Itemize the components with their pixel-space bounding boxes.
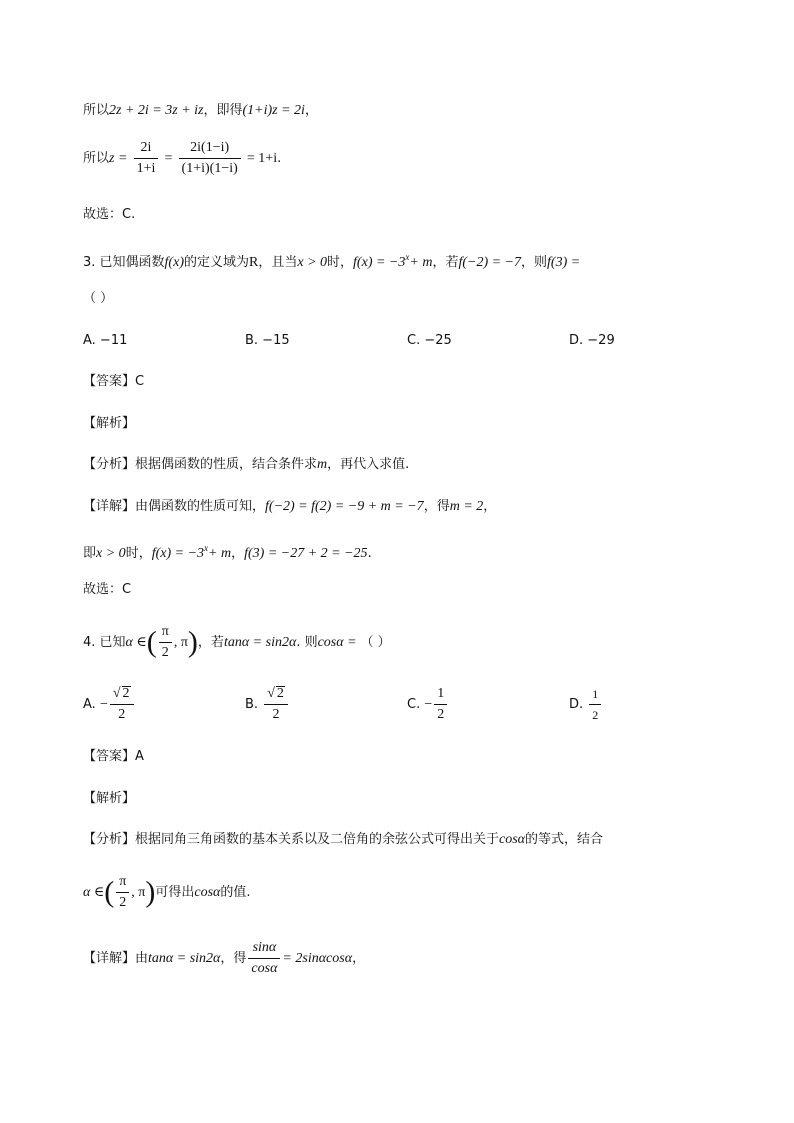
text: 所以 — [83, 103, 110, 118]
math-expression: f(x) = −3 — [151, 546, 205, 561]
text: 【分析】根据同角三角函数的基本关系以及二倍角的余弦公式可得出关于 — [83, 832, 500, 847]
math-expression: m = 2 — [449, 499, 484, 514]
option-c: C. −25 — [407, 333, 452, 348]
math-expression: f(x) — [164, 255, 184, 270]
option-c — [407, 686, 449, 723]
solution-line-2 — [83, 140, 281, 177]
text: ，即得 — [203, 103, 243, 118]
math-expression: tanα = sin2α — [223, 635, 297, 650]
text: 的等式，结合 — [525, 832, 604, 847]
fraction-numerator — [264, 686, 288, 705]
option-d — [569, 686, 603, 723]
minus-sign: − — [424, 697, 433, 712]
text: 时， — [327, 255, 354, 270]
analysis-label: 【解析】 — [83, 791, 136, 806]
fraction-denominator: 2 — [118, 707, 126, 722]
text: . — [277, 151, 282, 166]
math-expression: f(−2) = −7 — [458, 255, 522, 270]
math-expression: = 1+i — [246, 151, 278, 166]
math-expression: , π — [131, 885, 146, 900]
text: 即 — [83, 546, 97, 561]
text: 的值. — [220, 885, 251, 900]
superscript: x — [204, 543, 209, 553]
fraction — [179, 140, 241, 177]
text: ， — [483, 499, 497, 514]
fraction — [434, 686, 447, 723]
fraction — [248, 940, 280, 977]
text: ，若 — [197, 635, 224, 650]
fraction — [264, 686, 288, 723]
math-expression: 2z + 2i = 3z + iz — [109, 103, 204, 118]
fraction — [116, 874, 129, 911]
answer-label: 【答案】C — [83, 374, 145, 389]
fraction-numerator: 2i(1−i) — [179, 140, 241, 159]
equals-sign: = — [164, 151, 173, 166]
fraction-denominator: (1+i)(1−i) — [181, 161, 238, 176]
answer-label: 【答案】A — [83, 749, 144, 764]
option-label: D. — [569, 697, 584, 712]
text: . 则 — [296, 635, 318, 650]
fraction-numerator: sinα — [248, 940, 280, 959]
fraction-numerator — [110, 686, 134, 705]
fraction-numerator: π — [159, 624, 172, 643]
text: 【详解】由 — [83, 951, 149, 966]
math-expression: z = — [109, 151, 128, 166]
right-paren: ) — [187, 625, 198, 659]
math-expression: x > 0 — [297, 255, 328, 270]
math-expression: , π — [173, 635, 188, 650]
solution-line-1 — [83, 102, 318, 120]
text: ，若 — [432, 255, 459, 270]
left-paren: ( — [104, 875, 115, 909]
right-paren: ) — [145, 875, 156, 909]
text: ，则 — [521, 255, 548, 270]
fraction-numerator: 2i — [134, 140, 159, 159]
option-a — [83, 686, 136, 723]
minus-sign: − — [99, 697, 108, 712]
superscript: x — [405, 252, 410, 262]
analysis-xiangjie — [83, 498, 496, 516]
sqrt-icon: √ — [112, 686, 121, 701]
text: ， — [231, 546, 245, 561]
text: 3. 已知偶函数 — [83, 255, 165, 270]
question-4-stem — [83, 624, 391, 661]
text: 【详解】由偶函数的性质可知， — [83, 499, 266, 514]
left-paren: ( — [146, 625, 157, 659]
math-expression: α ∈ — [83, 885, 105, 900]
fraction-denominator: 2 — [272, 707, 280, 722]
fraction-denominator: cosα — [251, 961, 278, 976]
math-expression: + m — [208, 546, 232, 561]
fraction — [110, 686, 134, 723]
math-expression: cosα — [499, 832, 526, 847]
option-b: B. −15 — [245, 333, 290, 348]
math-expression: α ∈ — [125, 635, 147, 650]
math-expression: f(−2) = f(2) = −9 + m = −7 — [265, 499, 424, 514]
text: 4. 已知 — [83, 635, 126, 650]
option-a: A. −11 — [83, 333, 128, 348]
text: ，得 — [423, 499, 450, 514]
analysis-fenxi-2 — [83, 874, 251, 911]
fraction-denominator: 2 — [119, 895, 127, 910]
math-expression: cosα — [194, 885, 221, 900]
fraction-denominator: 2 — [592, 708, 599, 722]
analysis-xiangjie — [83, 940, 365, 977]
text: 的定义域为 — [183, 255, 249, 270]
math-expression: f(x) = −3 — [353, 255, 406, 270]
fraction — [589, 686, 601, 723]
analysis-fenxi — [83, 456, 409, 474]
math-expression: + m — [409, 255, 433, 270]
math-expression: m — [317, 457, 328, 472]
fraction — [159, 624, 172, 661]
radicand: 2 — [276, 686, 284, 701]
math-expression: f(3) = — [547, 255, 581, 270]
choose-line: 故选：C. — [83, 207, 136, 222]
text: 可得出 — [155, 885, 195, 900]
text: . — [367, 546, 372, 561]
text: 【分析】根据偶函数的性质，结合条件求 — [83, 457, 318, 472]
text: ， — [352, 951, 366, 966]
option-label: A. — [83, 697, 96, 712]
sqrt-icon: √ — [267, 686, 275, 701]
fraction-numerator: 1 — [589, 686, 601, 705]
fraction-denominator: 1+i — [136, 161, 156, 176]
math-expression: tanα = sin2α — [148, 951, 221, 966]
choose-line: 故选：C — [83, 582, 132, 597]
radicand: 2 — [122, 686, 130, 701]
fraction-denominator: 2 — [437, 707, 445, 722]
math-expression: R — [249, 255, 259, 270]
text: ，得 — [220, 951, 247, 966]
question-3-paren: （ ） — [83, 291, 114, 306]
fraction — [134, 140, 159, 177]
math-expression: cosα = — [317, 635, 357, 650]
fraction-numerator: 1 — [434, 686, 447, 705]
text: ， — [304, 103, 318, 118]
option-label: B. — [245, 697, 259, 712]
analysis-fenxi — [83, 831, 603, 849]
text: ，再代入求值. — [327, 457, 410, 472]
text: （ ） — [360, 635, 391, 650]
option-d: D. −29 — [569, 333, 615, 348]
text: 时， — [125, 546, 152, 561]
option-label: C. — [407, 697, 421, 712]
text: ，且当 — [258, 255, 298, 270]
math-expression: x > 0 — [96, 546, 126, 561]
text: 所以 — [83, 151, 110, 166]
analysis-result — [83, 539, 372, 563]
math-expression: f(3) = −27 + 2 = −25 — [244, 546, 368, 561]
question-3-stem — [83, 248, 580, 272]
math-expression: (1+i)z = 2i — [242, 103, 305, 118]
fraction-numerator: π — [116, 874, 129, 893]
math-expression: = 2sinαcosα — [282, 951, 353, 966]
option-b — [245, 686, 290, 723]
fraction-denominator: 2 — [161, 645, 169, 660]
analysis-label: 【解析】 — [83, 416, 136, 431]
